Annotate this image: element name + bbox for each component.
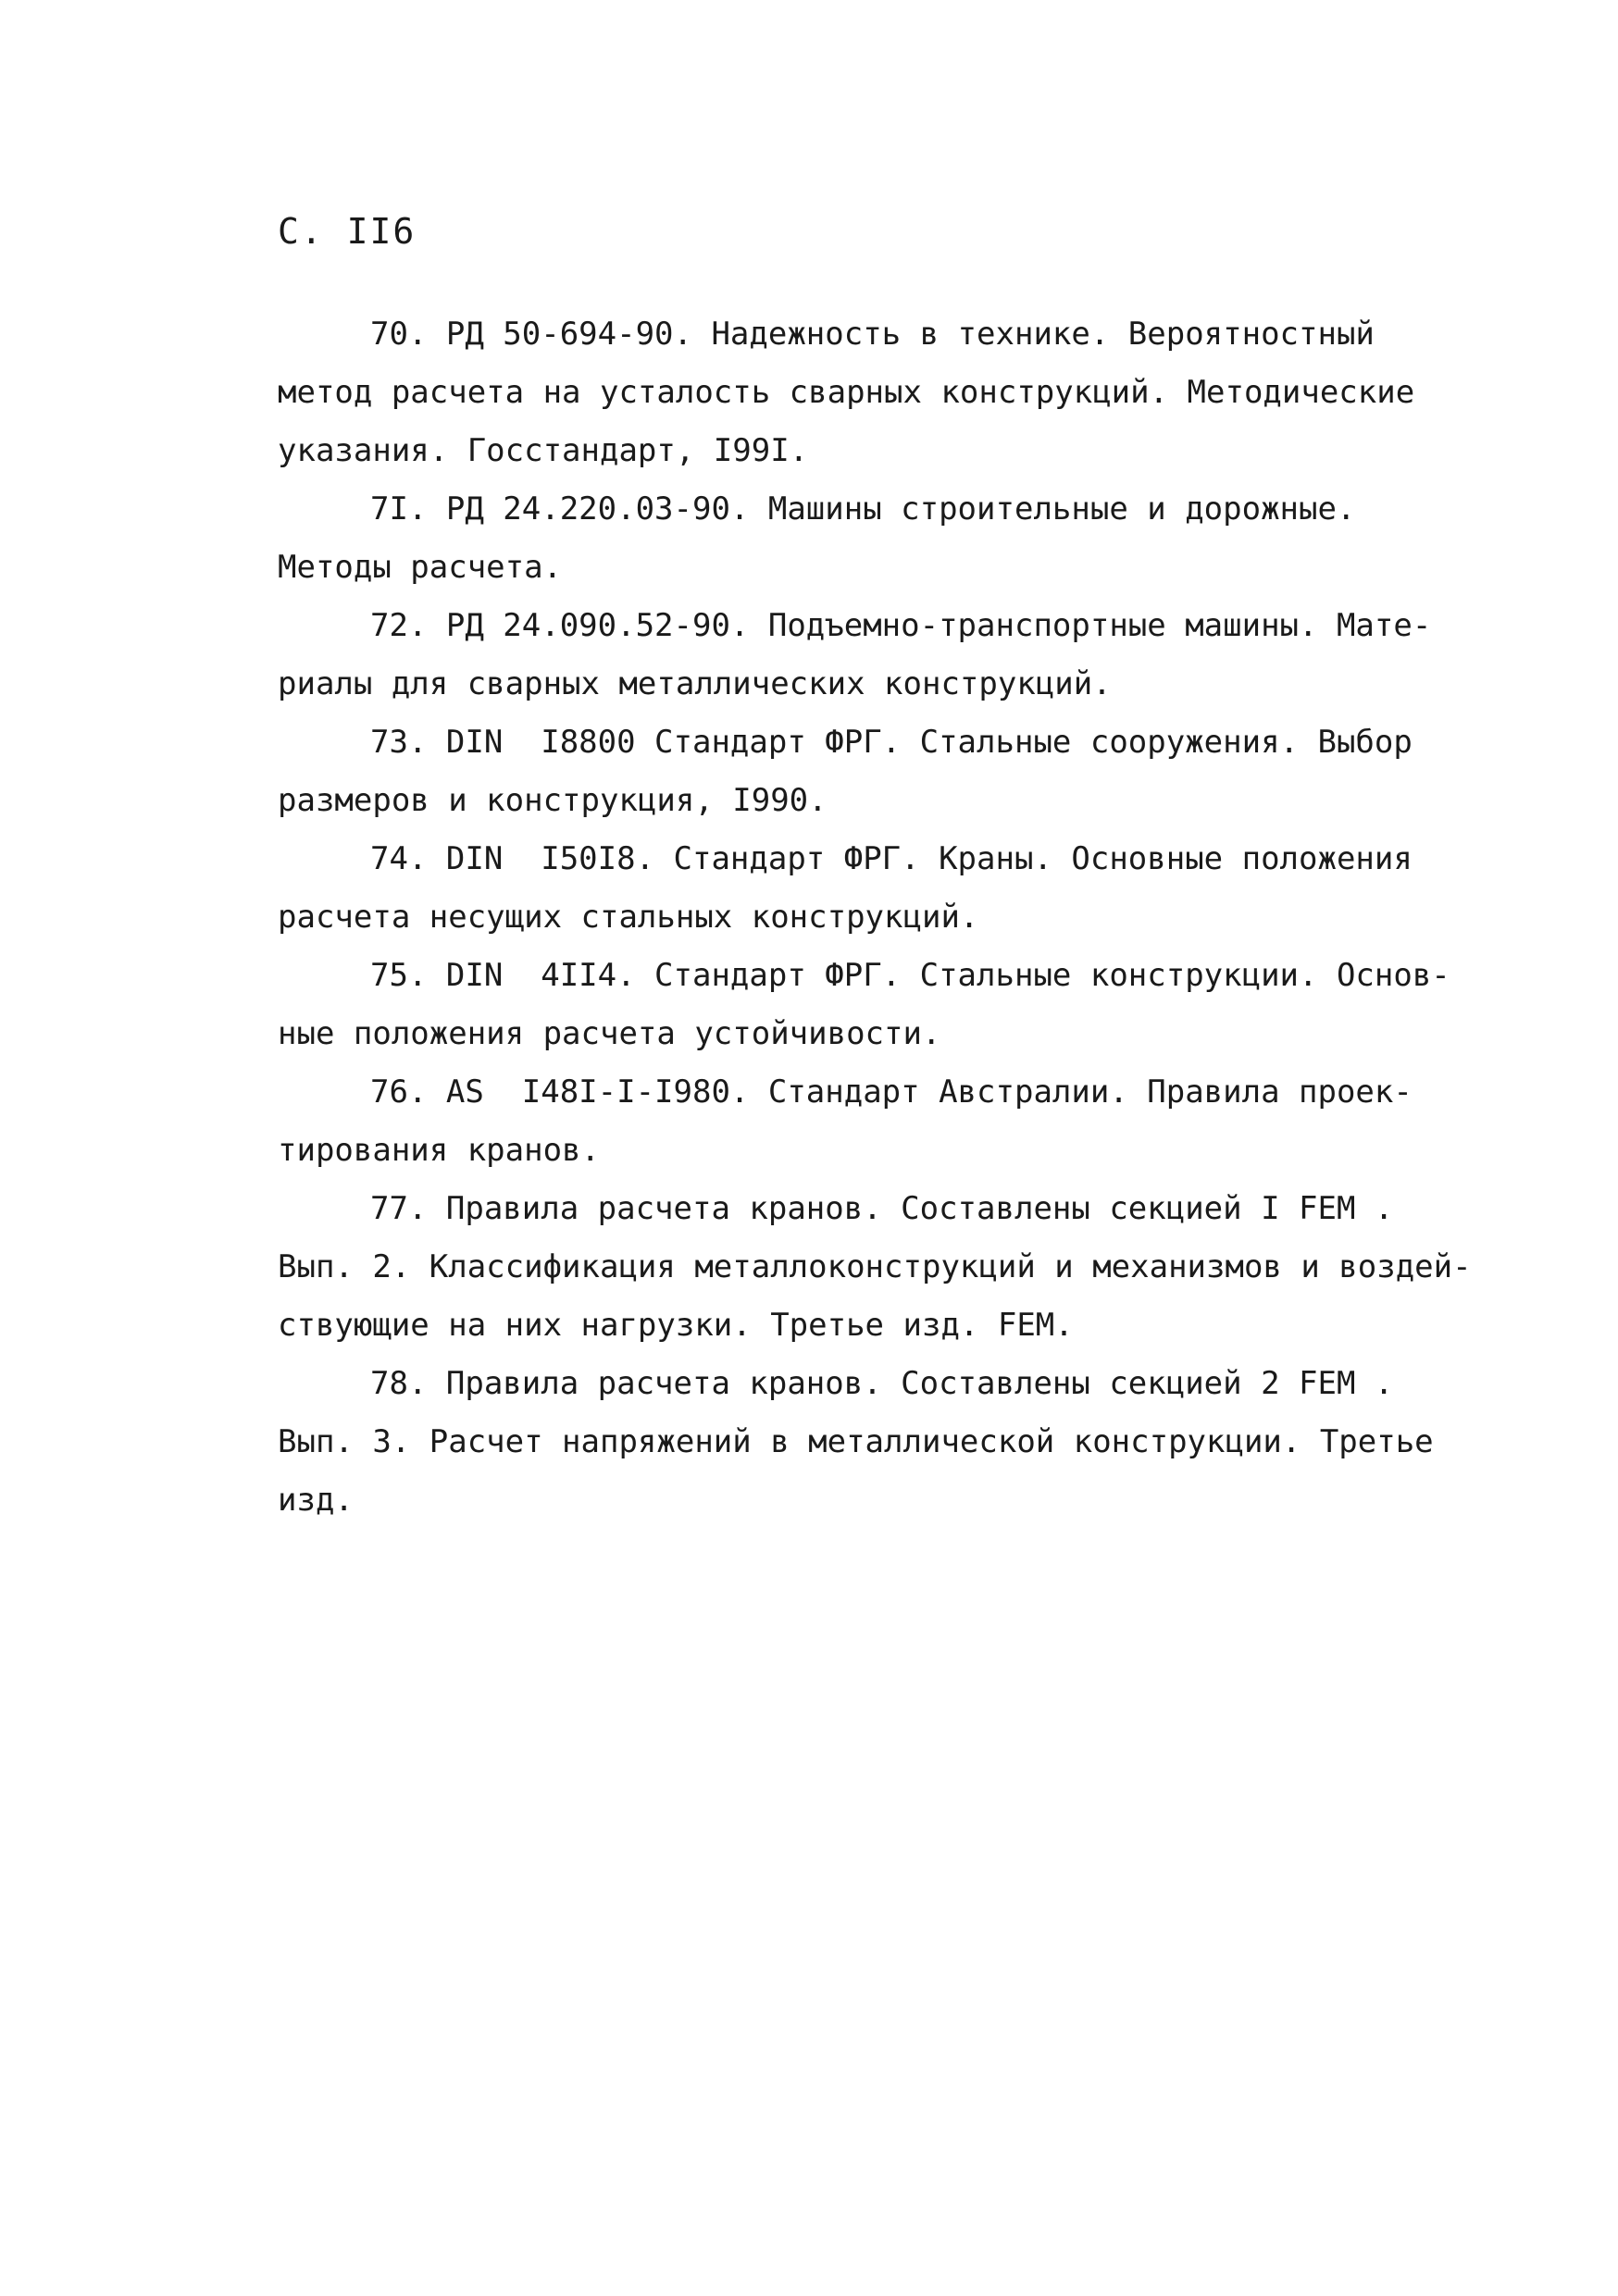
reference-line: Вып. 3. Расчет напряжений в металлической конструкции. Третье [278,1423,1434,1460]
reference-item-74 [278,830,1425,947]
reference-line: 72. РД 24.090.52-90. Подъемно-транспортные машины. Мате- [370,607,1432,644]
reference-line: 77. Правила расчета кранов. Составлены секцией I FEM . [370,1190,1394,1227]
reference-item-73 [278,714,1425,830]
reference-line: риалы для сварных металлических конструкций. [278,665,1112,702]
reference-line: расчета несущих стальных конструкций. [278,899,979,936]
reference-line: размеров и конструкция, I990. [278,782,828,819]
reference-line: Методы расчета. [278,549,563,586]
reference-line: тирования кранов. [278,1132,600,1169]
reference-item-72 [278,597,1432,714]
reference-line: изд. [278,1482,354,1519]
reference-line: 73. DIN I8800 Стандарт ФРГ. Стальные сооружения. Выбор [370,724,1413,761]
reference-item-77 [278,1180,1472,1355]
reference-line: 75. DIN 4II4. Стандарт ФРГ. Стальные конструкции. Основ- [370,957,1450,994]
reference-item-70 [278,305,1425,480]
reference-line: ствующие на них нагрузки. Третье изд. FEM. [278,1307,1074,1344]
reference-line: 7I. РД 24.220.03-90. Машины строительные и дорожные. [370,490,1356,527]
page-number: С. II6 [278,211,417,252]
reference-line: 70. РД 50-694-90. Надежность в технике. Вероятностный [370,316,1375,353]
reference-line: ные положения расчета устойчивости. [278,1015,941,1052]
reference-line: 78. Правила расчета кранов. Составлены секцией 2 FEM . [370,1365,1394,1402]
reference-item-76 [278,1063,1425,1180]
reference-line: 74. DIN I50I8. Стандарт ФРГ. Краны. Основные положения [370,840,1413,877]
reference-list [278,305,1472,1530]
reference-item-71 [278,480,1425,597]
reference-line: указания. Госстандарт, I99I. [278,432,809,469]
reference-line: 76. AS I48I-I-I980. Стандарт Австралии. Правила проек- [370,1074,1413,1111]
reference-line: метод расчета на усталость сварных конструкций. Методические [278,374,1415,411]
reference-item-75 [278,947,1450,1063]
reference-line: Вып. 2. Классификация металлоконструкций и механизмов и воздей- [278,1248,1472,1285]
reference-item-78 [278,1355,1434,1530]
